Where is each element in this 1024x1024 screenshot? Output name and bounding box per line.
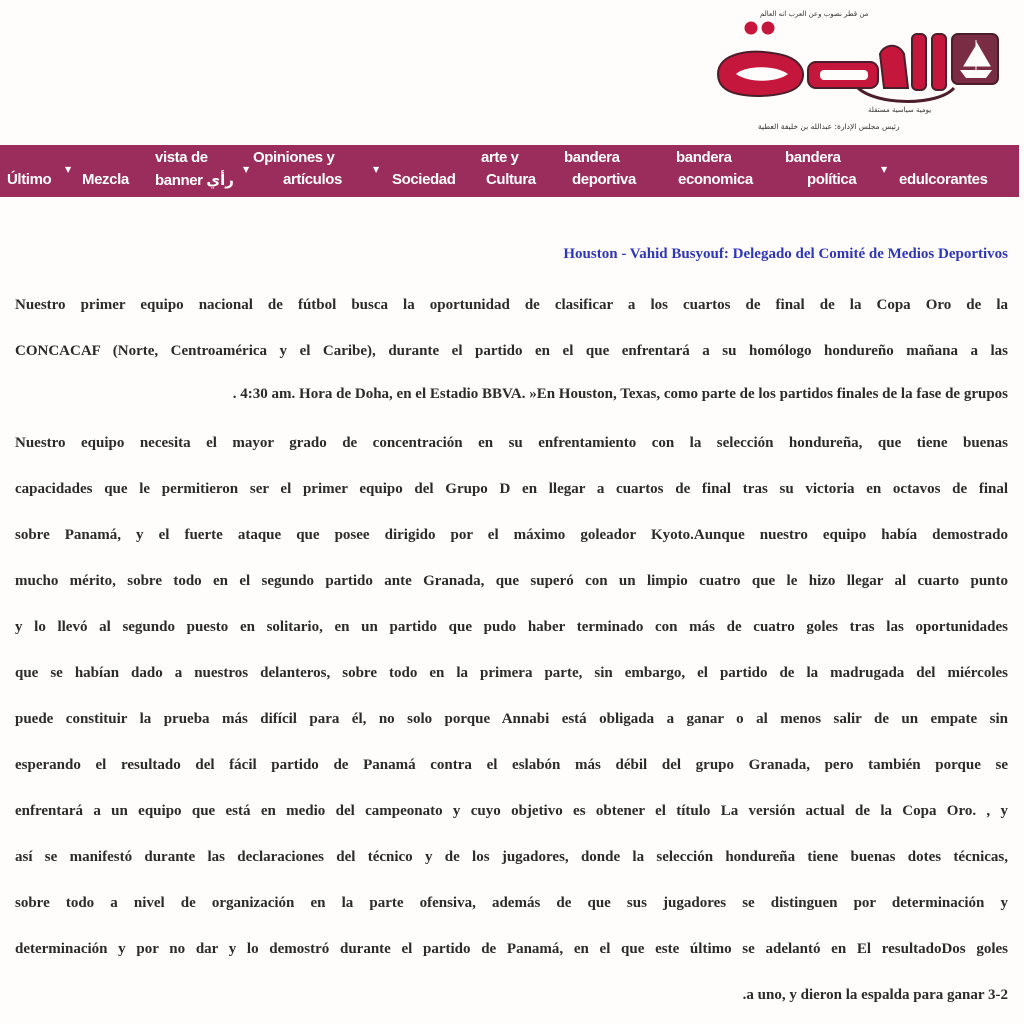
nav-item-label: Mezcla — [82, 171, 129, 188]
article-line: esperando el resultado del fácil partido de Panamá contra el eslabón más débil del grupo Granada, pero también porque se — [15, 757, 1008, 773]
nav-item-ultimo[interactable] — [7, 145, 71, 197]
nav-item-label: Último — [7, 171, 52, 188]
nav-item-arte-y-cultura[interactable] — [481, 145, 551, 197]
nav-item-label-line1: arte y — [481, 149, 519, 166]
nav-item-label-line2: economica — [678, 171, 753, 188]
site-logo[interactable] — [700, 6, 1018, 138]
article-body — [15, 282, 1008, 1018]
nav-item-label: Sociedad — [392, 171, 456, 188]
logo-wordmark-graphic — [708, 14, 1018, 110]
nav-item-mezcla[interactable] — [82, 145, 142, 197]
article-line: así se manifestó durante las declaraciones del técnico y de los jugadores, donde la selección hondureña tiene buenas dotes técnicas, — [15, 849, 1008, 865]
article-line: mucho mérito, sobre todo en el segundo partido ante Granada, que superó con un limpio cuatro que le hizo llegar al cuarto punto — [15, 573, 1008, 589]
main-navigation — [0, 145, 1019, 197]
logo-tagline: من قطر نصوب وعن العرب انه العالم — [760, 10, 869, 18]
nav-item-opiniones[interactable] — [253, 145, 379, 197]
nav-item-bandera-politica[interactable] — [785, 145, 887, 197]
nav-item-label-line1: vista de — [155, 149, 208, 166]
article-line: determinación y por no dar y lo demostró durante el partido de Panamá, en el que este último se adelantó en El resultadoDos goles — [15, 941, 1008, 957]
article-line: que se habían dado a nuestros delanteros, sobre todo en la primera parte, sin embargo, el partido de la madrugada del miércoles — [15, 665, 1008, 681]
article-line: sobre Panamá, y el fuerte ataque que posee dirigido por el máximo goleador Kyoto.Aunque nuestro equipo había demostrado — [15, 527, 1008, 543]
nav-item-vista-de-banner[interactable] — [155, 145, 249, 197]
article-byline: Houston - Vahid Busyouf: Delegado del Comité de Medios Deportivos — [563, 246, 1008, 262]
article-line: sobre todo a nivel de organización en la parte ofensiva, además de que sus jugadores se distinguen por determinación y — [15, 895, 1008, 911]
nav-item-label-line2: política — [807, 171, 857, 188]
logo-chairman-line: رئيس مجلس الإدارة: عبدالله بن خليفة العطية — [758, 122, 900, 131]
nav-item-bandera-economica[interactable] — [676, 145, 772, 197]
nav-item-sociedad[interactable] — [392, 145, 472, 197]
nav-item-label-line2: Cultura — [486, 171, 536, 188]
nav-item-label-line2: banner رأي — [155, 172, 234, 189]
nav-item-edulcorantes[interactable] — [899, 145, 1009, 197]
chevron-down-icon: ▼ — [243, 165, 249, 174]
chevron-down-icon: ▼ — [373, 165, 379, 174]
chevron-down-icon: ▼ — [65, 165, 71, 174]
article-line: enfrentará a un equipo que está en medio del campeonato y cuyo objetivo es obtener el título La versión actual de la Copa Oro. , y — [15, 803, 1008, 819]
article-line: . 4:30 am. Hora de Doha, en el Estadio BBVA. »En Houston, Texas, como parte de los partidos finales de la fase de grupos — [232, 386, 1008, 402]
nav-item-label-line1: bandera — [676, 149, 732, 166]
nav-item-label-line1: bandera — [564, 149, 620, 166]
nav-item-label-line1: bandera — [785, 149, 841, 166]
chevron-down-icon: ▼ — [881, 165, 887, 174]
article-line: Nuestro equipo necesita el mayor grado de concentración en su enfrentamiento con la selección hondureña, que tiene buenas — [15, 435, 1008, 451]
logo-subtitle: يومية سياسية مستقلة — [868, 106, 932, 114]
nav-item-label-line1: Opiniones y — [253, 149, 335, 166]
article-line: capacidades que le permitieron ser el primer equipo del Grupo D en llegar a cuartos de final tras su victoria en octavos de final — [15, 481, 1008, 497]
nav-item-bandera-deportiva[interactable] — [564, 145, 654, 197]
nav-item-label-line2: deportiva — [572, 171, 636, 188]
article-line: CONCACAF (Norte, Centroamérica y el Caribe), durante el partido en el que enfrentará a su homólogo hondureño mañana a las — [15, 343, 1008, 359]
nav-item-label-line2: artículos — [283, 171, 342, 188]
article-line: y lo llevó al segundo puesto en solitario, en un partido que pudo haber terminado con más de cuatro goles tras las oportunidades — [15, 619, 1008, 635]
article-line: Nuestro primer equipo nacional de fútbol busca la oportunidad de clasificar a los cuartos de final de la Copa Oro de la — [15, 297, 1008, 313]
article-line: puede constituir la prueba más difícil para él, no solo porque Annabi está obligada a ganar o al menos salir de un empate sin — [15, 711, 1008, 727]
article-line: .a uno, y dieron la espalda para ganar 3-2 — [742, 987, 1008, 1003]
nav-item-label: edulcorantes — [899, 171, 988, 188]
